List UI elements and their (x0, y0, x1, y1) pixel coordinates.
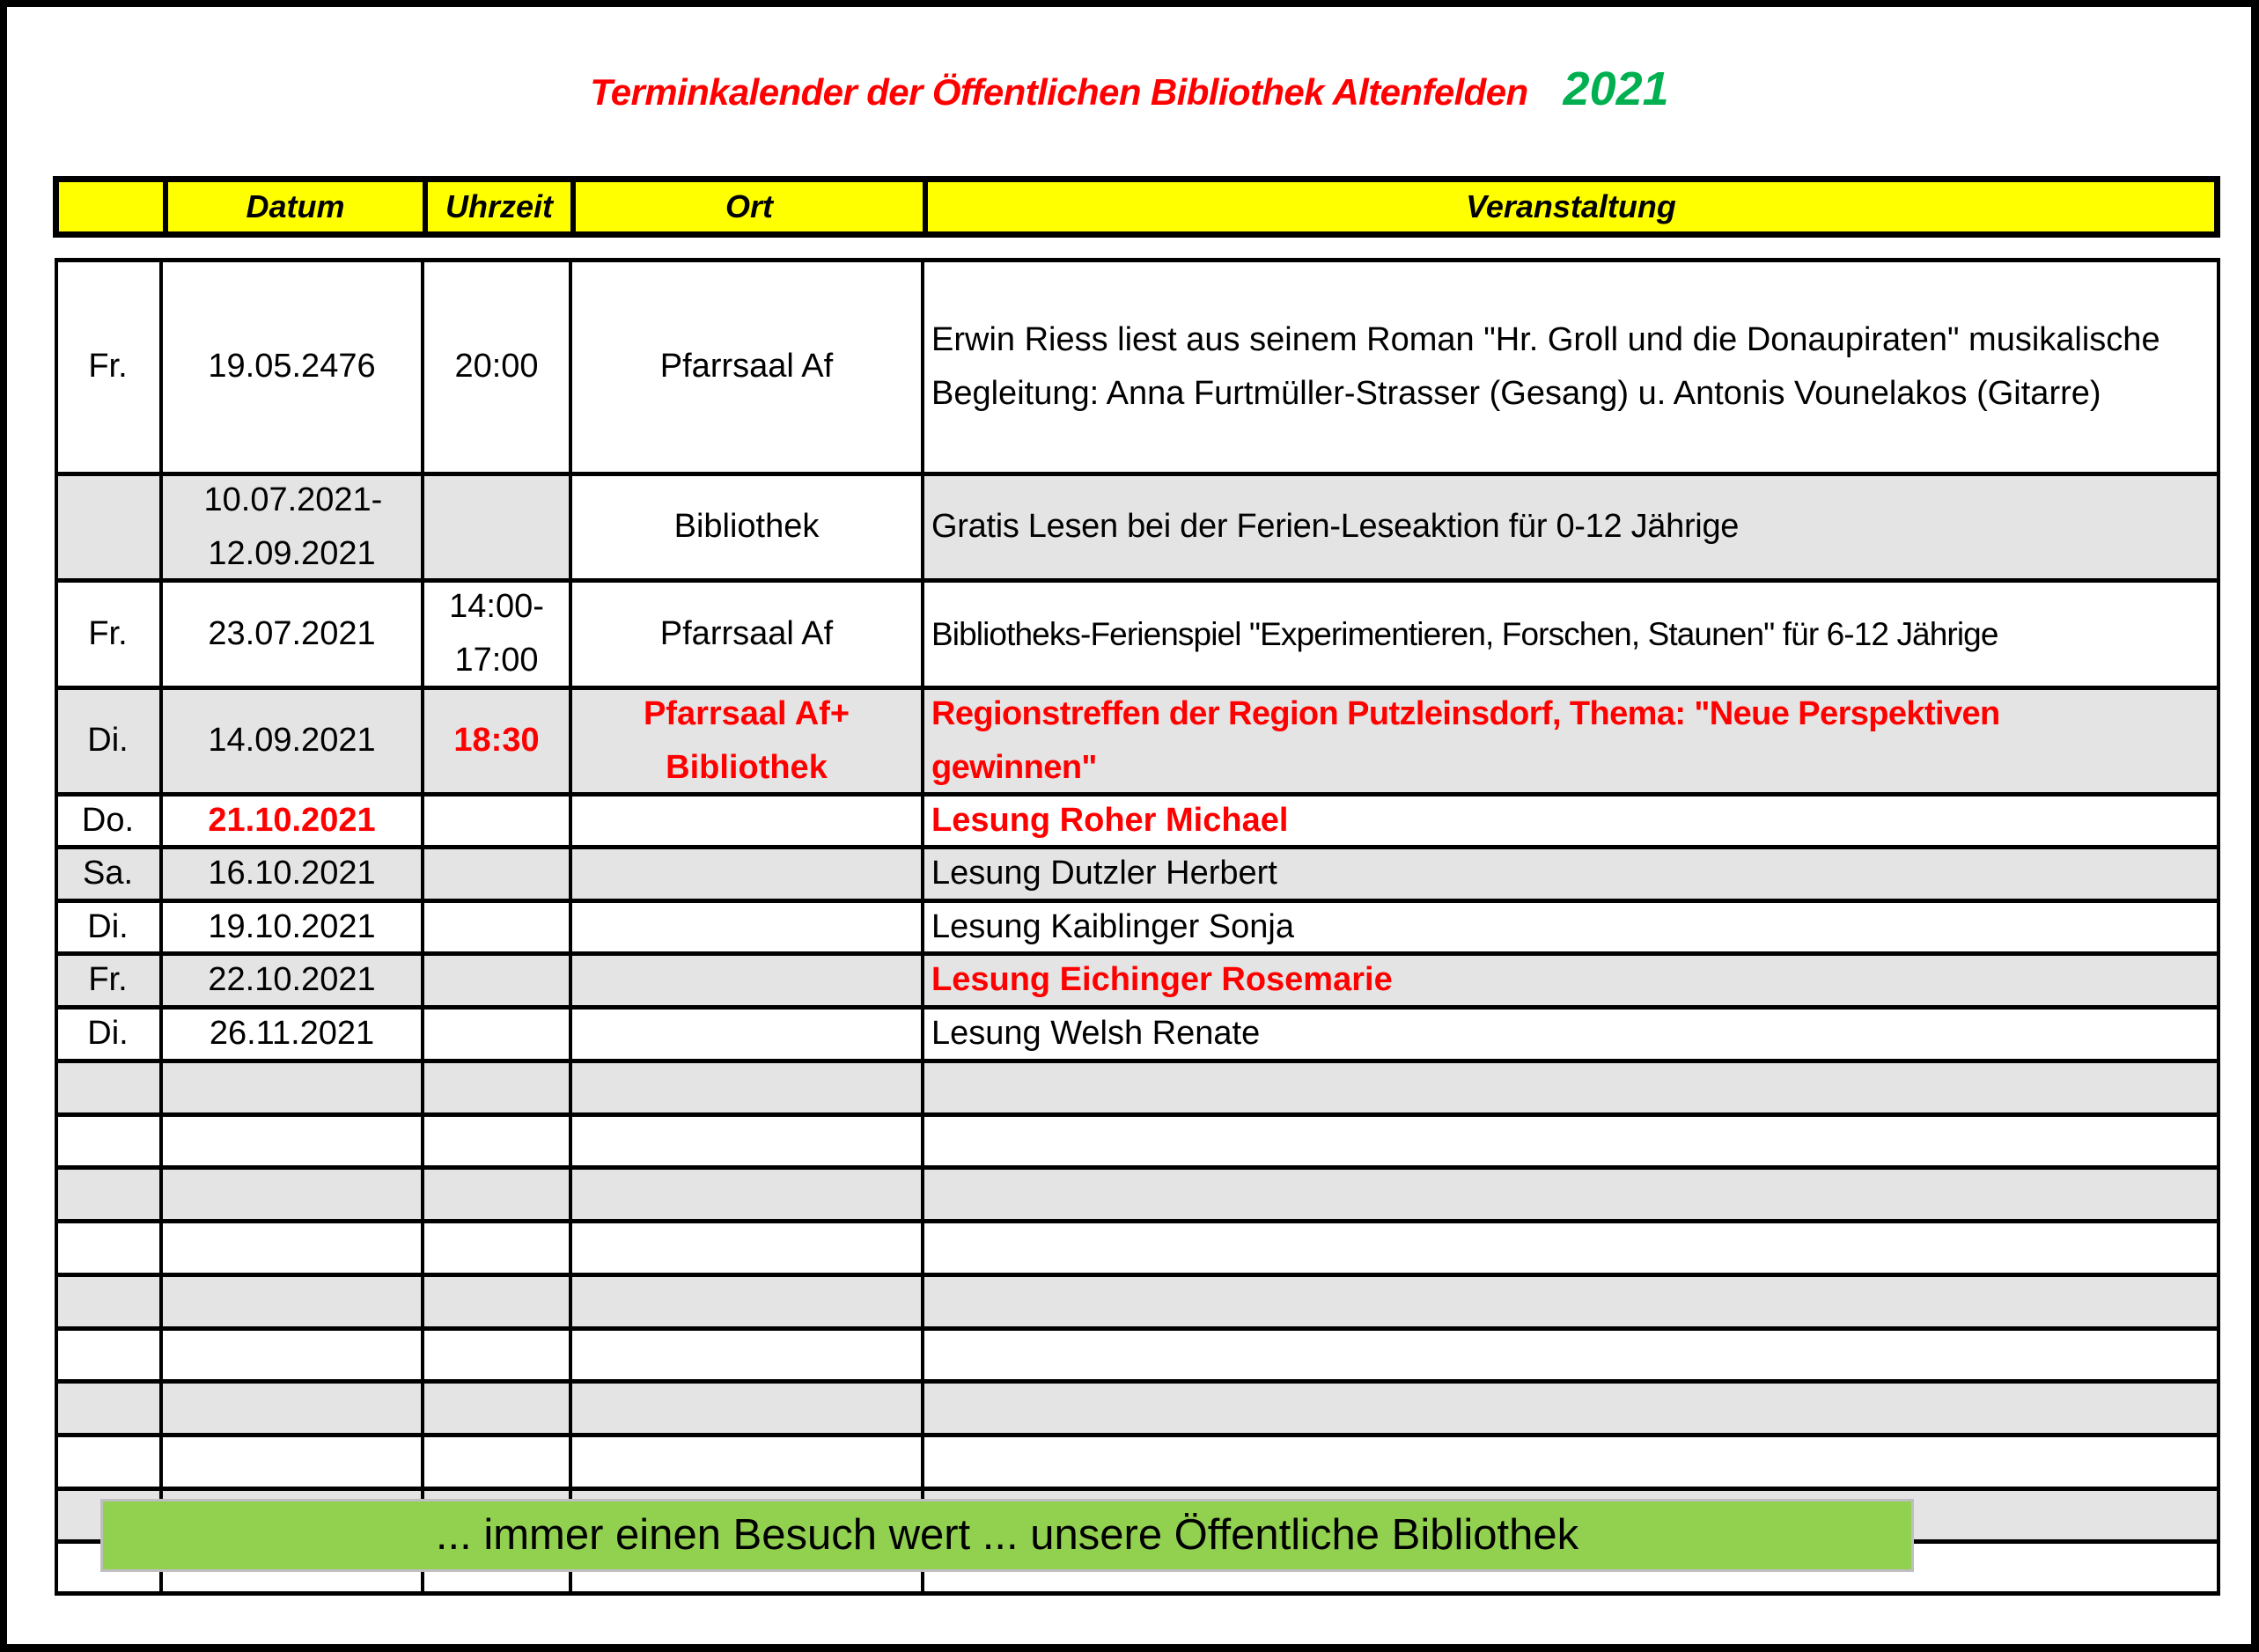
event-cell (923, 1328, 2220, 1381)
day-cell (55, 900, 161, 953)
header-veranstaltung: Veranstaltung (1466, 188, 1676, 224)
date-cell (161, 1114, 423, 1167)
date-cell (161, 953, 423, 1007)
table-row (55, 1381, 2220, 1435)
day-cell (55, 1114, 161, 1167)
day-cell (55, 580, 161, 687)
day-cell (55, 1274, 161, 1328)
date-cell (161, 1274, 423, 1328)
event-cell (923, 1221, 2220, 1274)
event-cell (923, 474, 2220, 580)
place-cell (570, 794, 923, 847)
table-row (55, 580, 2220, 687)
date-text: 16.10.2021 (208, 855, 376, 892)
date-text: 19.10.2021 (208, 907, 376, 945)
date-cell (161, 1381, 423, 1435)
event-text: Erwin Riess liest aus seinem Roman "Hr. Groll und die Donaupiraten" musikalische Begleitung: Anna Furtmüller-Strasser (Gesang) u. Antonis Vounelakos (Gitarre) (931, 320, 2160, 412)
table-row (55, 1328, 2220, 1381)
day-cell (55, 953, 161, 1007)
time-text: 14:00-17:00 (449, 588, 544, 679)
time-cell (423, 1435, 570, 1488)
time-cell (423, 474, 570, 580)
day-cell (55, 1007, 161, 1061)
row-divider (55, 258, 2220, 262)
row-divider (55, 1487, 2220, 1491)
place-text: Pfarrsaal Af (659, 348, 834, 385)
date-text: 26.11.2021 (209, 1015, 375, 1052)
day-text: Fr. (88, 614, 128, 652)
date-text: 21.10.2021 (208, 801, 376, 839)
time-cell (423, 1167, 570, 1221)
time-cell (423, 847, 570, 900)
column-divider (421, 260, 424, 1595)
table-row (55, 900, 2220, 953)
date-cell (161, 900, 423, 953)
day-cell (55, 1381, 161, 1435)
place-cell (570, 687, 923, 794)
column-divider (569, 260, 572, 1595)
event-text: Bibliotheks-Ferienspiel "Experimentieren, Forschen, Staunen" für 6-12 Jährige (931, 615, 1998, 652)
place-cell (570, 1007, 923, 1061)
place-cell (570, 1328, 923, 1381)
place-cell (570, 1167, 923, 1221)
place-cell (570, 580, 923, 687)
date-text: 23.07.2021 (208, 614, 376, 652)
table-row (55, 687, 2220, 794)
day-cell (55, 1435, 161, 1488)
event-text: Lesung Welsh Renate (931, 1015, 1261, 1052)
table-row (55, 474, 2220, 580)
event-cell (923, 1381, 2220, 1435)
date-text: 22.10.2021 (208, 961, 376, 998)
day-cell (55, 794, 161, 847)
table-row (55, 1221, 2220, 1274)
event-cell (923, 687, 2220, 794)
event-text: Regionstreffen der Region Putzleinsdorf, Thema: "Neue Perspektiven gewinnen" (931, 694, 2000, 786)
footer-banner: ... immer einen Besuch wert ... unsere Öffentliche Bibliothek (100, 1499, 1914, 1572)
event-text: Gratis Lesen bei der Ferien-Leseaktion für 0-12 Jährige (931, 508, 1740, 545)
table-row (55, 953, 2220, 1007)
column-divider (2217, 260, 2220, 1595)
day-text: Fr. (88, 961, 128, 998)
row-divider (55, 1326, 2220, 1331)
date-cell (161, 1328, 423, 1381)
place-cell (570, 1274, 923, 1328)
day-cell (55, 1167, 161, 1221)
place-cell (570, 900, 923, 953)
time-cell (423, 900, 570, 953)
place-text: Pfarrsaal Af+ Bibliothek (643, 694, 850, 786)
time-cell (423, 1274, 570, 1328)
day-cell (55, 847, 161, 900)
row-divider (55, 845, 2220, 849)
event-text: Lesung Roher Michael (931, 801, 1289, 839)
event-cell (923, 580, 2220, 687)
table-row (55, 794, 2220, 847)
date-cell (161, 1435, 423, 1488)
event-text: Lesung Kaiblinger Sonja (931, 907, 1294, 945)
place-text: Pfarrsaal Af (659, 614, 834, 652)
row-divider (55, 1005, 2220, 1010)
page-title (0, 62, 2259, 116)
event-cell (923, 260, 2220, 474)
date-cell (161, 1061, 423, 1114)
column-divider (921, 260, 924, 1595)
header-datum: Datum (246, 188, 345, 224)
day-text: Sa. (82, 855, 134, 892)
column-divider (159, 260, 163, 1595)
day-cell (55, 260, 161, 474)
row-divider (55, 472, 2220, 476)
header-day (59, 182, 163, 231)
title-year: 2021 (1563, 62, 1669, 115)
day-text: Di. (87, 907, 129, 945)
date-cell (161, 260, 423, 474)
date-cell (161, 847, 423, 900)
event-cell (923, 900, 2220, 953)
row-divider (55, 1379, 2220, 1384)
time-cell (423, 1007, 570, 1061)
time-cell (423, 1328, 570, 1381)
date-cell (161, 1007, 423, 1061)
place-cell (570, 847, 923, 900)
table-row (55, 1167, 2220, 1221)
date-cell (161, 1167, 423, 1221)
header-ort: Ort (725, 188, 773, 224)
table-header (53, 176, 2220, 238)
table-row (55, 1435, 2220, 1488)
event-cell (923, 1114, 2220, 1167)
row-divider (55, 1059, 2220, 1063)
row-divider (55, 1433, 2220, 1437)
row-divider (55, 578, 2220, 583)
event-cell (923, 1007, 2220, 1061)
time-cell (423, 953, 570, 1007)
header-uhrzeit: Uhrzeit (445, 188, 553, 224)
row-divider (55, 1112, 2220, 1117)
place-cell (570, 474, 923, 580)
date-text: 19.05.2476 (208, 348, 376, 385)
table-row (55, 1061, 2220, 1114)
place-cell (570, 1114, 923, 1167)
table-row (55, 847, 2220, 900)
event-cell (923, 953, 2220, 1007)
row-divider (55, 1165, 2220, 1170)
date-cell (161, 1221, 423, 1274)
event-text: Lesung Dutzler Herbert (931, 855, 1277, 892)
table-row (55, 1007, 2220, 1061)
event-cell (923, 1435, 2220, 1488)
place-cell (570, 1381, 923, 1435)
day-cell (55, 1221, 161, 1274)
row-divider (55, 899, 2220, 903)
date-cell (161, 580, 423, 687)
time-text: 20:00 (454, 348, 539, 385)
time-cell (423, 687, 570, 794)
time-cell (423, 1381, 570, 1435)
time-cell (423, 1221, 570, 1274)
table-row (55, 1274, 2220, 1328)
time-text: 18:30 (453, 722, 540, 759)
day-text: Di. (87, 722, 129, 759)
day-cell (55, 687, 161, 794)
place-cell (570, 1061, 923, 1114)
row-divider (55, 686, 2220, 690)
time-cell (423, 580, 570, 687)
day-text: Fr. (88, 348, 128, 385)
event-cell (923, 794, 2220, 847)
row-divider (55, 1591, 2220, 1596)
place-cell (570, 260, 923, 474)
time-cell (423, 794, 570, 847)
time-cell (423, 1061, 570, 1114)
time-cell (423, 260, 570, 474)
place-cell (570, 953, 923, 1007)
table-row (55, 260, 2220, 474)
place-text: Bibliothek (673, 508, 820, 545)
day-cell (55, 1328, 161, 1381)
date-text: 14.09.2021 (208, 722, 376, 759)
time-cell (423, 1114, 570, 1167)
date-cell (161, 474, 423, 580)
row-divider (55, 951, 2220, 956)
column-divider (55, 260, 58, 1595)
event-cell (923, 1274, 2220, 1328)
place-cell (570, 1221, 923, 1274)
day-cell (55, 474, 161, 580)
event-cell (923, 1061, 2220, 1114)
title-text: Terminkalender der Öffentlichen Bibliothek Altenfelden (590, 71, 1528, 113)
row-divider (55, 1273, 2220, 1277)
row-divider (55, 792, 2220, 797)
date-text: 10.07.2021-12.09.2021 (203, 481, 383, 572)
event-table (55, 260, 2220, 1595)
date-cell (161, 687, 423, 794)
event-cell (923, 847, 2220, 900)
date-cell (161, 794, 423, 847)
row-divider (55, 1219, 2220, 1223)
day-text: Do. (81, 801, 135, 839)
event-text: Lesung Eichinger Rosemarie (931, 961, 1393, 998)
place-cell (570, 1435, 923, 1488)
event-cell (923, 1167, 2220, 1221)
day-text: Di. (87, 1015, 129, 1052)
table-row (55, 1114, 2220, 1167)
day-cell (55, 1061, 161, 1114)
